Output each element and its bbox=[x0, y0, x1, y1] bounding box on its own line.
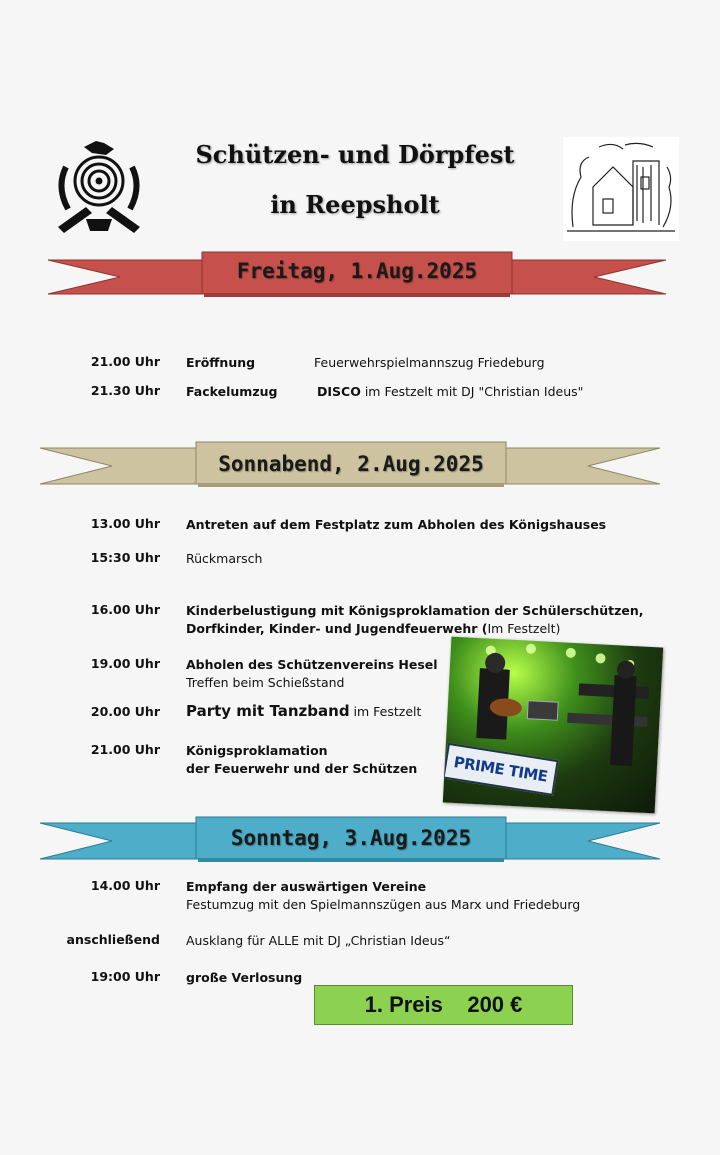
time-label: 19.00 Uhr bbox=[90, 656, 160, 671]
saturday-label: Sonnabend, 2.Aug.2025 bbox=[218, 452, 484, 476]
event-title-continued: Dorfkinder, Kinder- und Jugendfeuerwehr (Im Festzelt) bbox=[186, 621, 561, 636]
event-title: Eröffnung bbox=[186, 355, 256, 370]
time-label: 21.30 Uhr bbox=[90, 383, 160, 398]
sunday-banner bbox=[0, 815, 720, 865]
event-title: Königsproklamation bbox=[186, 743, 328, 758]
time-label: 20.00 Uhr bbox=[90, 704, 160, 719]
church-sketch-icon bbox=[563, 137, 679, 241]
event-title: Antreten auf dem Festplatz zum Abholen des Königshauses bbox=[186, 517, 607, 532]
sunday-label: Sonntag, 3.Aug.2025 bbox=[230, 826, 472, 850]
time-label: 16.00 Uhr bbox=[90, 602, 160, 617]
prize-box: 1. Preis 200 € bbox=[314, 985, 573, 1025]
event-detail: DISCO im Festzelt mit DJ "Christian Ideus" bbox=[317, 384, 584, 399]
event-detail: Ausklang für ALLE mit DJ „Christian Ideus“ bbox=[186, 933, 451, 948]
event-title: große Verlosung bbox=[186, 970, 303, 985]
friday-label: Freitag, 1.Aug.2025 bbox=[236, 259, 478, 283]
event-title: Abholen des Schützenvereins Hesel bbox=[186, 657, 438, 672]
event-title: Empfang der auswärtigen Vereine bbox=[186, 879, 427, 894]
time-label: 14.00 Uhr bbox=[90, 878, 160, 893]
time-label: 21.00 Uhr bbox=[90, 354, 160, 369]
event-title: Fackelumzug bbox=[186, 384, 278, 399]
page-subtitle: in Reepsholt bbox=[270, 190, 440, 219]
band-photo bbox=[443, 637, 663, 814]
time-label: 19:00 Uhr bbox=[90, 969, 160, 984]
friday-banner bbox=[0, 250, 720, 300]
event-detail: Rückmarsch bbox=[186, 551, 263, 566]
time-label: 15:30 Uhr bbox=[90, 550, 160, 565]
time-label: 13.00 Uhr bbox=[90, 516, 160, 531]
event-title-continued: der Feuerwehr und der Schützen bbox=[186, 761, 418, 776]
event-detail: Feuerwehrspielmannszug Friedeburg bbox=[314, 355, 545, 370]
event-title: Kinderbelustigung mit Königsproklamation der Schülerschützen, bbox=[186, 603, 644, 618]
event-party: Party mit Tanzband im Festzelt bbox=[186, 702, 422, 720]
event-detail: Treffen beim Schießstand bbox=[186, 675, 345, 690]
time-label: anschließend bbox=[66, 932, 160, 947]
time-label: 21.00 Uhr bbox=[90, 742, 160, 757]
event-detail: Festumzug mit den Spielmannszügen aus Marx und Friedeburg bbox=[186, 897, 581, 912]
saturday-banner bbox=[0, 440, 720, 490]
page-title: Schützen- und Dörpfest bbox=[195, 140, 515, 169]
shooting-club-logo-icon bbox=[46, 137, 152, 237]
band-banner: PRIME TIME bbox=[443, 743, 559, 796]
